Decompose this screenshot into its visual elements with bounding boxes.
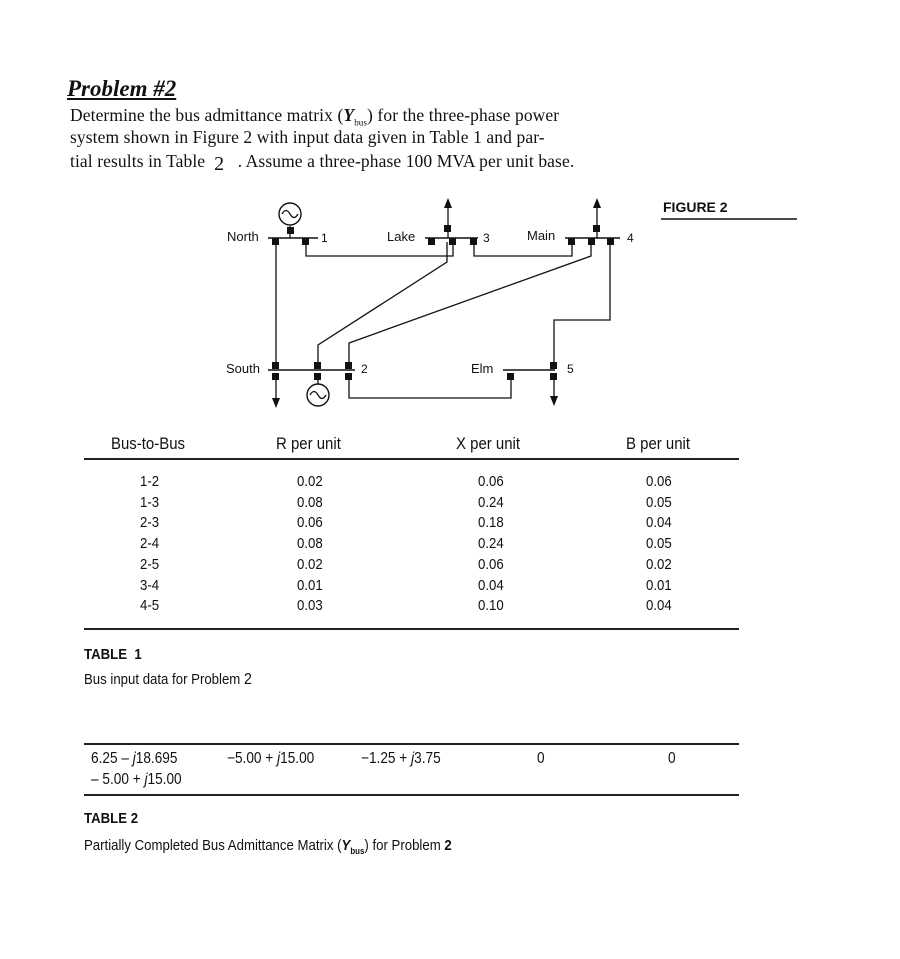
table1-cell-x: 0.10 bbox=[478, 597, 504, 615]
table2-top-rule bbox=[84, 743, 739, 745]
generator-icon bbox=[279, 203, 301, 225]
table1-column-x bbox=[478, 472, 504, 617]
table1-cell-bus: 1-3 bbox=[140, 493, 160, 511]
table1-top-rule bbox=[84, 458, 739, 460]
figure-label: FIGURE 2 bbox=[663, 199, 728, 215]
table1-cell-bus: 3-4 bbox=[140, 576, 160, 594]
table1-header-r: R per unit bbox=[276, 434, 341, 453]
table2-caption: Partially Completed Bus Admittance Matrix $(Y_{bus})$ for Problem 2 bbox=[84, 837, 452, 856]
table1-cell-x: 0.04 bbox=[478, 576, 504, 594]
circuit-breakers bbox=[272, 225, 614, 380]
ybus-symbol: $Y_{bus}$ bbox=[343, 105, 368, 128]
table1-cell-r: 0.06 bbox=[297, 514, 323, 532]
breaker bbox=[588, 238, 595, 245]
table1-cell-x: 0.24 bbox=[478, 493, 504, 511]
table1-caption: Bus input data for Problem 2 bbox=[84, 671, 252, 688]
table1-header-x: X per unit bbox=[456, 434, 521, 453]
statement-line-2: system shown in Figure 2 with input data given in Table 1 and par- bbox=[70, 127, 545, 147]
table1-cell-b: 0.04 bbox=[646, 514, 672, 532]
breaker bbox=[607, 238, 614, 245]
statement-line-1 bbox=[70, 105, 559, 128]
bus-name-lake: Lake bbox=[387, 229, 416, 244]
table1-header-bus: Bus-to-Bus bbox=[111, 434, 186, 453]
ybus-cell-1-1: 6.25 – j18.695 bbox=[91, 750, 178, 767]
table1-cell-b: 0.04 bbox=[646, 597, 672, 615]
bus-name-north: North bbox=[227, 229, 259, 244]
table1-cell-bus: 4-5 bbox=[140, 597, 160, 615]
load-arrow-icon bbox=[272, 398, 280, 408]
table1-cell-b: 0.02 bbox=[646, 555, 672, 573]
table1-cell-bus: 2-5 bbox=[140, 555, 160, 573]
table1-cell-x: 0.18 bbox=[478, 514, 504, 532]
table1-cell-bus: 2-4 bbox=[140, 535, 160, 553]
bus-name-south: South bbox=[226, 361, 260, 376]
table1-cell-b: 0.05 bbox=[646, 493, 672, 511]
breaker bbox=[345, 362, 352, 369]
breaker bbox=[345, 373, 352, 380]
bus-name-elm: Elm bbox=[471, 361, 494, 376]
breaker bbox=[568, 238, 575, 245]
table2-label: TABLE 2 bbox=[84, 810, 139, 827]
line-2-5 bbox=[349, 374, 511, 398]
line-2-4 bbox=[349, 242, 591, 366]
breaker bbox=[302, 238, 309, 245]
table1-column-r bbox=[297, 472, 323, 617]
table1-column-bus bbox=[140, 472, 159, 617]
statement-line-3: tial results in Table 2 . Assume a three-phase 100 MVA per unit base. bbox=[70, 151, 575, 175]
table1-cell-r: 0.08 bbox=[297, 493, 323, 511]
table1-header-b: B per unit bbox=[626, 434, 691, 453]
table-ref-number: 2 bbox=[214, 153, 225, 175]
table1-cell-b: 0.06 bbox=[646, 473, 672, 490]
table1-cell-b: 0.01 bbox=[646, 576, 672, 594]
line-4-5 bbox=[554, 242, 610, 366]
table1-cell-x: 0.06 bbox=[478, 473, 504, 490]
breaker bbox=[507, 373, 514, 380]
statement-line-1-start: Determine the bus admittance matrix ( bbox=[70, 105, 344, 125]
table1-cell-r: 0.02 bbox=[297, 473, 323, 490]
table1-cell-x: 0.06 bbox=[478, 555, 504, 573]
line-2-3 bbox=[318, 242, 447, 366]
table1-cell-b: 0.05 bbox=[646, 535, 672, 553]
bus-number-4: 4 bbox=[627, 231, 634, 245]
table1-label: TABLE 1 bbox=[84, 646, 142, 663]
breaker bbox=[550, 362, 557, 369]
table1-cell-r: 0.01 bbox=[297, 576, 323, 594]
bus-name-main: Main bbox=[527, 228, 556, 243]
ybus-cell-1-5: 0 bbox=[668, 750, 676, 767]
breaker bbox=[272, 238, 279, 245]
breaker bbox=[272, 362, 279, 369]
bus-number-5: 5 bbox=[567, 362, 574, 376]
bus-number-2: 2 bbox=[361, 362, 368, 376]
table1-bottom-rule bbox=[84, 628, 739, 630]
statement-line-1-end: ) for the three-phase power bbox=[367, 105, 560, 125]
load-arrow-icon bbox=[444, 198, 452, 208]
breaker bbox=[314, 362, 321, 369]
table1-cell-r: 0.08 bbox=[297, 535, 323, 553]
ybus-cell-1-4: 0 bbox=[537, 750, 545, 767]
table1-column-b bbox=[646, 472, 672, 617]
one-line-diagram bbox=[0, 190, 900, 420]
table1-cell-r: 0.02 bbox=[297, 555, 323, 573]
table1-cell-x: 0.24 bbox=[478, 535, 504, 553]
problem-heading: Problem #2 bbox=[67, 76, 177, 101]
load-arrow-icon bbox=[593, 198, 601, 208]
breaker bbox=[470, 238, 477, 245]
table2-bottom-rule bbox=[84, 794, 739, 796]
generator-icon bbox=[307, 384, 329, 406]
table1-cell-bus: 2-3 bbox=[140, 514, 160, 532]
breaker bbox=[449, 238, 456, 245]
load-arrow-icon bbox=[550, 396, 558, 406]
breaker bbox=[428, 238, 435, 245]
table1-cell-bus: 1-2 bbox=[140, 473, 160, 490]
ybus-cell-1-3: −1.25 + j3.75 bbox=[361, 750, 441, 767]
bus-number-3: 3 bbox=[483, 231, 490, 245]
table1-cell-r: 0.03 bbox=[297, 597, 323, 615]
ybus-cell-1-2: −5.00 + j15.00 bbox=[227, 750, 315, 767]
ybus-cell-2-1: – 5.00 + j15.00 bbox=[91, 771, 182, 788]
bus-number-1: 1 bbox=[321, 231, 328, 245]
